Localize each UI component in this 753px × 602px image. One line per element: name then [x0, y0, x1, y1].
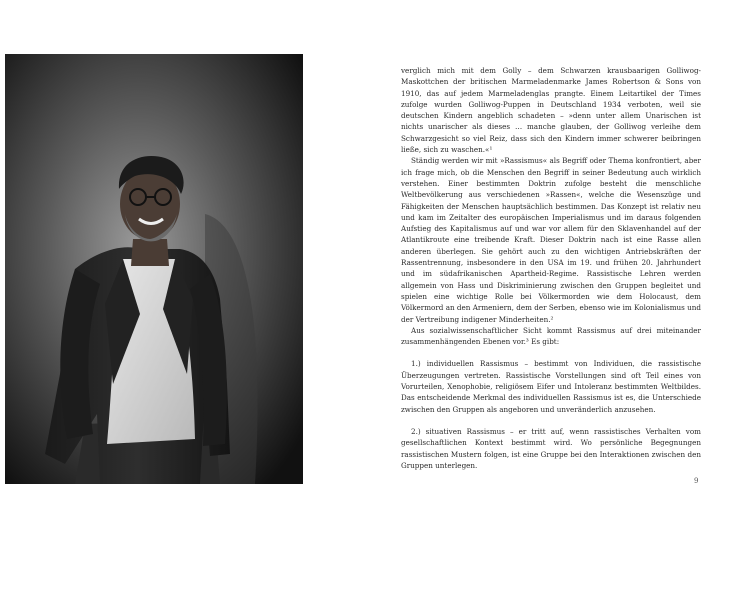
- list-item-individual-racism: 1.) individuellen Rassismus – bestimmt von Individuen, die rassistische Überzeugungen vertreten. Rassistische Vorstellungen sind oft Teil eines von Vorurteilen, Xenophobie, religiösem Eifer und Intoleranz bestimmten Weltbildes. Das entscheidende Merkmal des individuellen Rassismus ist es, die Unterschiede zwischen den Gruppen als angeboren und unveränderlich anzusehen.: [401, 359, 701, 414]
- portrait-photo: [5, 54, 303, 484]
- list-item-situational-racism: 2.) situativen Rassismus – er tritt auf, wenn rassistisches Verhalten vom gesellschaftlichen Kontext bestimmt wird. Wo persönliche Begegnungen rassistischen Mustern folgen, ist eine Gruppe bei den Interaktionen zwischen den Gruppen unterlegen.: [401, 426, 701, 470]
- paragraph: verglich mich mit dem Golly – dem Schwarzen krausbaarigen Golliwog-Maskottchen der britischen Marmeladenmarke James Robertson & Sons von 1910, das auf jedem Marmeladenglas prangte. Einem Leitartikel der Times zufolge wurden Golliwog-Puppen in Deutschland 1934 verboten, weil sie deutschen Kindern angeblich schadeten – »denn unter allem Unarischen ist nichts unarischer als dieses … manche glauben, der Golliwog verleihe dem Schwarzgesicht so viel Reiz, dass sich den Kindern immer schwerer beibringen ließe, sich zu waschen.«¹: [401, 66, 701, 155]
- page-number: 9: [694, 477, 699, 485]
- body-text: [401, 65, 701, 471]
- paragraph: Aus sozialwissenschaftlicher Sicht kommt Rassismus auf drei miteinander zusammenhängenden Ebenen vor.³ Es gibt:: [401, 325, 701, 347]
- paragraph: Ständig werden wir mit »Rassismus« als Begriff oder Thema konfrontiert, aber ich frage mich, ob die Menschen den Begriff in seiner Bedeutung auch wirklich verstehen. Einer bestimmten Doktrin zufolge besteht die menschliche Weltbevölkerung aus verschiedenen »Rassen«, welche die Wesenszüge und Fähigkeiten der Menschen hauptsächlich bestimmen. Das Konzept ist relativ neu und kam im Zeitalter des europäischen Imperialismus und im daraus folgenden Aufstieg des Kapitalismus auf und war vor allem für den Sklavenhandel auf der Atlantikroute eine treibende Kraft. Dieser Doktrin nach ist eine Rasse allen anderen überlegen. Sie gehört auch zu den wichtigen Antriebskräften der Rassentrennung, insbesondere in den USA im 19. und frühen 20. Jahrhundert und im südafrikanischen Apartheid-Regime. Rassistische Lehren werden allgemein von Hass und Diskriminierung zwischen den Gruppen begleitet und spielen eine wichtige Rolle bei Völkermorden wie dem Holocaust, dem Völkermord an den Armeniern, dem der Serben, ebenso wie im Kolonialismus und der Vertreibung indigener Minderheiten.²: [401, 156, 701, 324]
